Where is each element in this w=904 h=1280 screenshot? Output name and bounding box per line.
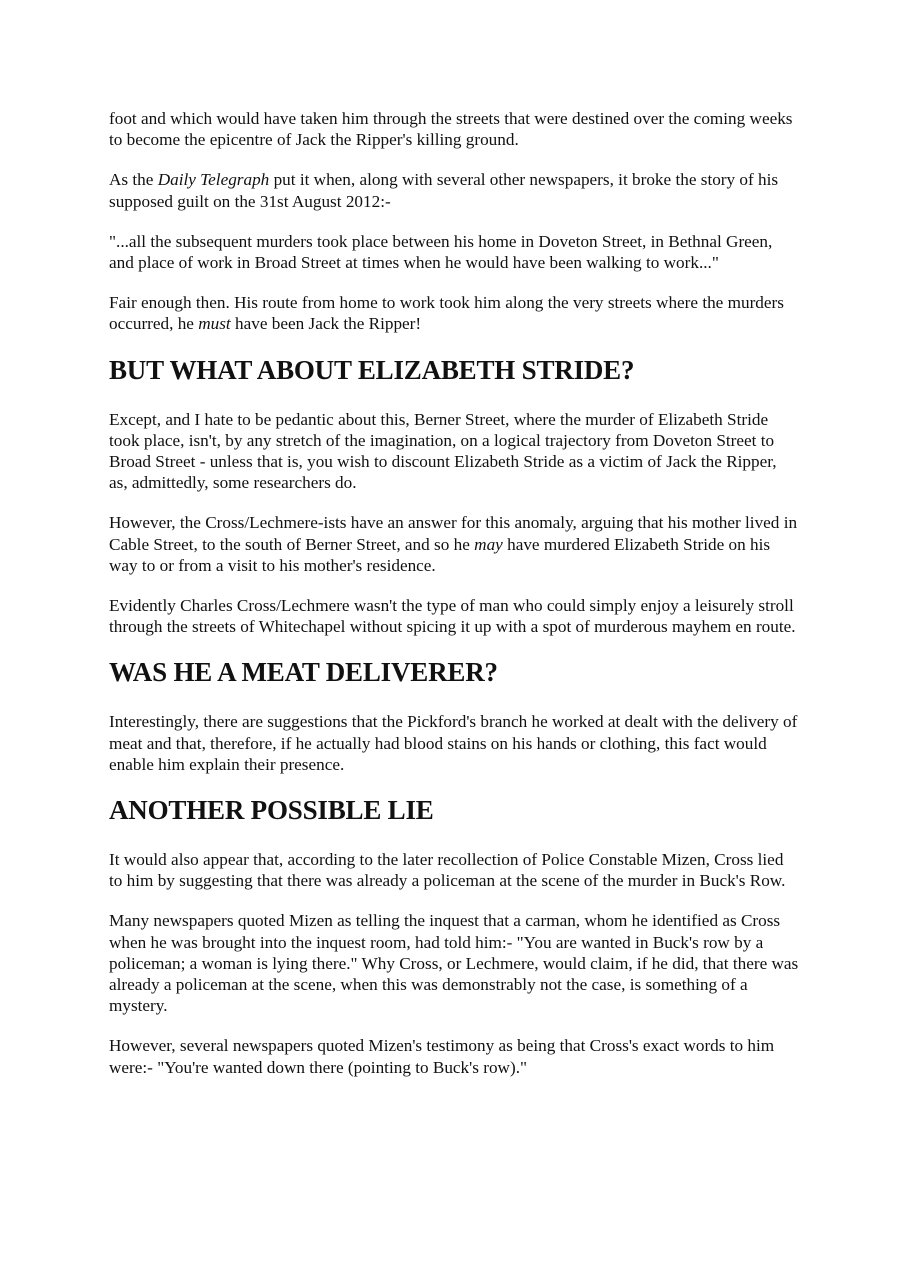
newspaper-title: Daily Telegraph [157,170,270,190]
paragraph-telegraph [109,169,799,211]
text-run: Fair enough then. His route from home to work took him along the very streets where the murders occurred, he [109,293,784,334]
heading-meat-deliverer: WAS HE A MEAT DELIVERER? [109,657,498,688]
heading-another-lie: ANOTHER POSSIBLE LIE [109,795,434,826]
text-run: put it when, along with several other newspapers, it broke the story of his supposed guilt on the 31st August 2012:- [109,170,779,211]
paragraph-inquest-quote: Many newspapers quoted Mizen as telling the inquest that a carman, whom he identified as Cross when he was brought into the inquest room, had told him:- "You are wanted in Buck's row by a policeman; a woman is lying there." Why Cross, or Lechmere, would claim, if he did, that there was already a policeman at the scene, when this was demonstrably not the case, is something of a mystery. [109,911,799,1016]
paragraph-cable-street [109,512,799,576]
paragraph-conclusion [109,292,799,334]
text-run: As the [109,170,158,190]
text-run: have been Jack the Ripper! [230,314,422,334]
paragraph-pickfords: Interestingly, there are suggestions that the Pickford's branch he worked at dealt with the delivery of meat and that, therefore, if he actually had blood stains on his hands or clothing, this fact would enable him explain their presence. [109,712,798,774]
text-run: However, the Cross/Lechmere-ists have an answer for this anomaly, arguing that his mother lived in Cable Street, to the south of Berner Street, and so he [109,513,798,554]
heading-elizabeth-stride: BUT WHAT ABOUT ELIZABETH STRIDE? [109,354,635,385]
paragraph-exact-words: However, several newspapers quoted Mizen's testimony as being that Cross's exact words to him were:- "You're wanted down there (pointing to Buck's row)." [109,1036,775,1077]
paragraph-whitechapel-stroll: Evidently Charles Cross/Lechmere wasn't the type of man who could simply enjoy a leisurely stroll through the streets of Whitechapel without spicing it up with a spot of murderous mayhem en route. [109,596,796,637]
paragraph-berner-street: Except, and I hate to be pedantic about this, Berner Street, where the murder of Elizabeth Stride took place, isn't, by any stretch of the imagination, on a logical trajectory from Doveton Street to Broad Street - unless that is, you wish to discount Elizabeth Stride as a victim of Jack the Ripper, as, admittedly, some researchers do. [109,409,777,493]
document-page [109,108,799,1097]
paragraph-mizen-recollection: It would also appear that, according to the later recollection of Police Constable Mizen, Cross lied to him by suggesting that there was already a policeman at the scene of the murder in Buck's Row. [109,850,786,891]
paragraph-quote: "...all the subsequent murders took place between his home in Doveton Street, in Bethnal Green, and place of work in Broad Street at times when he would have been walking to work..." [109,231,773,273]
emphasis: may [474,534,503,554]
paragraph-route: foot and which would have taken him through the streets that were destined over the coming weeks to become the epicentre of Jack the Ripper's killing ground. [109,109,793,150]
emphasis: must [198,314,231,334]
text-run: have murdered Elizabeth Stride on his way to or from a visit to his mother's residence. [109,534,771,575]
